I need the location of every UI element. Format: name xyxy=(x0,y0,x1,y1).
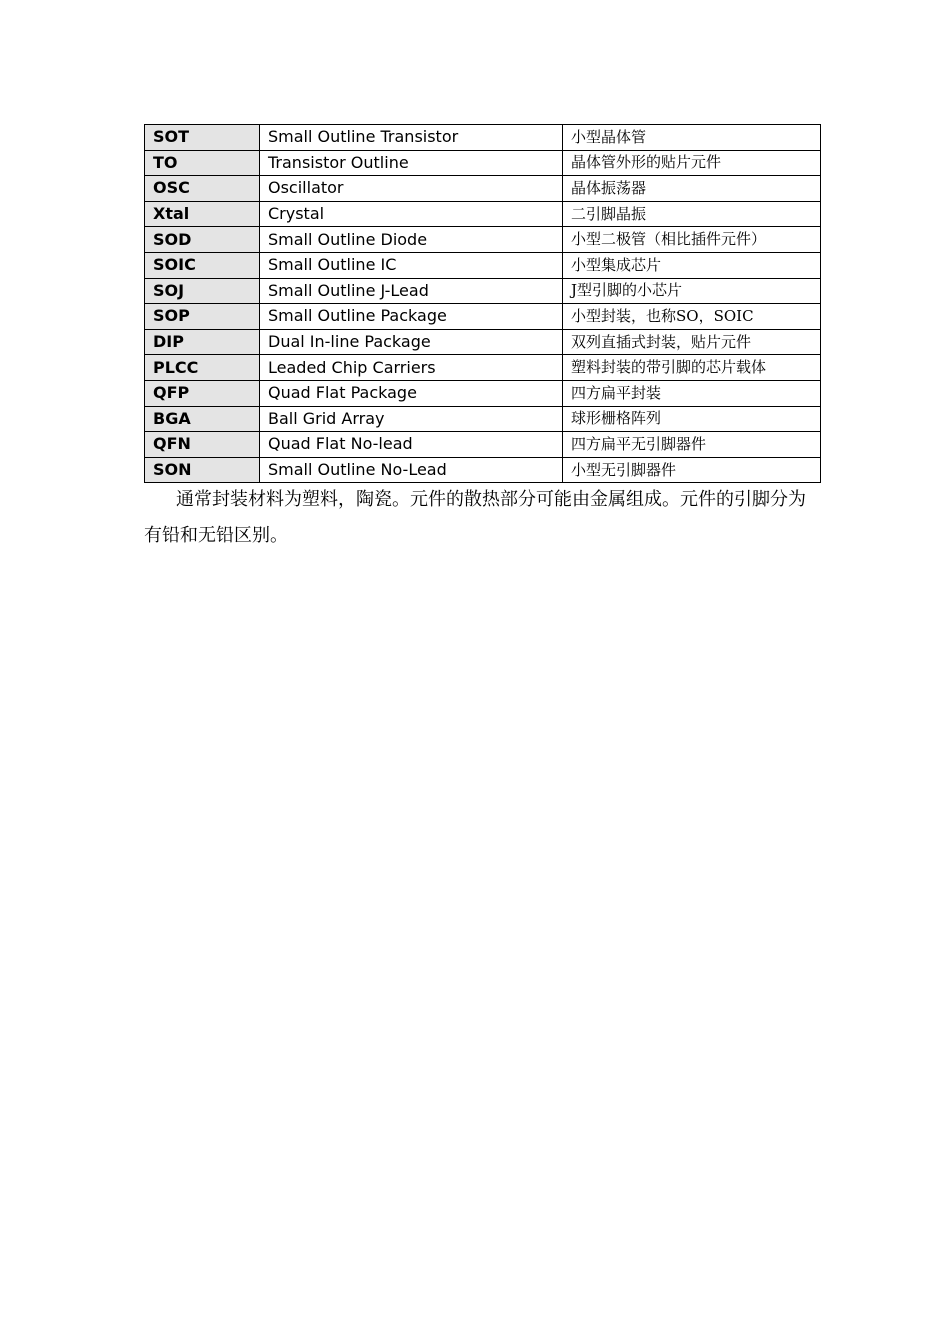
package-abbreviation: DIP xyxy=(145,329,260,355)
package-full-name: Transistor Outline xyxy=(260,150,563,176)
package-abbreviation: BGA xyxy=(145,406,260,432)
package-description: 球形栅格阵列 xyxy=(563,406,821,432)
package-description: 四方扁平无引脚器件 xyxy=(563,432,821,458)
package-full-name: Small Outline Diode xyxy=(260,227,563,253)
table-row xyxy=(145,201,821,227)
table-row xyxy=(145,176,821,202)
package-full-name: Small Outline IC xyxy=(260,252,563,278)
package-table-body xyxy=(145,125,821,483)
package-description: 塑料封装的带引脚的芯片载体 xyxy=(563,355,821,381)
package-description: 小型集成芯片 xyxy=(563,252,821,278)
package-full-name: Quad Flat Package xyxy=(260,380,563,406)
package-table xyxy=(144,124,821,483)
package-abbreviation: PLCC xyxy=(145,355,260,381)
package-description: 晶体振荡器 xyxy=(563,176,821,202)
package-abbreviation: SOP xyxy=(145,304,260,330)
package-full-name: Small Outline J-Lead xyxy=(260,278,563,304)
package-full-name: Quad Flat No-lead xyxy=(260,432,563,458)
package-description: 小型封装，也称SO，SOIC xyxy=(563,304,821,330)
package-abbreviation: TO xyxy=(145,150,260,176)
table-row xyxy=(145,150,821,176)
table-row xyxy=(145,457,821,483)
package-description: 小型二极管（相比插件元件） xyxy=(563,227,821,253)
table-row xyxy=(145,304,821,330)
package-description: 二引脚晶振 xyxy=(563,201,821,227)
package-full-name: Crystal xyxy=(260,201,563,227)
package-abbreviation: SOJ xyxy=(145,278,260,304)
package-full-name: Small Outline Package xyxy=(260,304,563,330)
package-abbreviation: SOIC xyxy=(145,252,260,278)
package-abbreviation: SOD xyxy=(145,227,260,253)
table-row xyxy=(145,406,821,432)
package-abbreviation: SON xyxy=(145,457,260,483)
package-description: 四方扁平封装 xyxy=(563,380,821,406)
table-row xyxy=(145,252,821,278)
package-abbreviation: SOT xyxy=(145,125,260,151)
package-full-name: Ball Grid Array xyxy=(260,406,563,432)
body-paragraph: 通常封装材料为塑料，陶瓷。元件的散热部分可能由金属组成。元件的引脚分为有铅和无铅区别。 xyxy=(144,489,806,546)
package-description: 晶体管外形的贴片元件 xyxy=(563,150,821,176)
table-row xyxy=(145,125,821,151)
table-row xyxy=(145,278,821,304)
package-description: 小型无引脚器件 xyxy=(563,457,821,483)
table-row xyxy=(145,380,821,406)
package-abbreviation: OSC xyxy=(145,176,260,202)
package-full-name: Oscillator xyxy=(260,176,563,202)
package-abbreviation: QFN xyxy=(145,432,260,458)
package-description: 双列直插式封装，贴片元件 xyxy=(563,329,821,355)
package-description: J型引脚的小芯片 xyxy=(563,278,821,304)
table-row xyxy=(145,329,821,355)
table-row xyxy=(145,432,821,458)
table-row xyxy=(145,355,821,381)
package-abbreviation: QFP xyxy=(145,380,260,406)
package-full-name: Dual In-line Package xyxy=(260,329,563,355)
table-row xyxy=(145,227,821,253)
package-full-name: Leaded Chip Carriers xyxy=(260,355,563,381)
package-full-name: Small Outline No-Lead xyxy=(260,457,563,483)
package-full-name: Small Outline Transistor xyxy=(260,125,563,151)
package-abbreviation: Xtal xyxy=(145,201,260,227)
package-description: 小型晶体管 xyxy=(563,125,821,151)
